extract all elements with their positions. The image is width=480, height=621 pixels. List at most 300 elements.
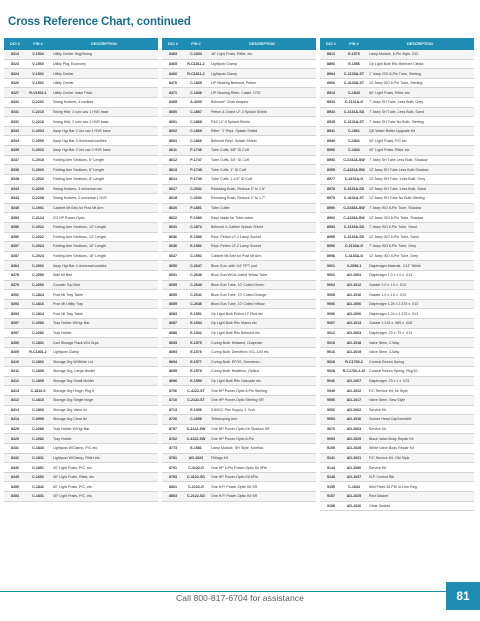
- footer-assistance-phone: Call 800-817-6704 for assistance: [176, 593, 304, 603]
- dci-number: 9155: [327, 484, 335, 489]
- part-description: 7' Asep ISO 6-Pin Tube, Sand: [369, 225, 417, 230]
- part-number: C-2080: [32, 427, 44, 432]
- table-header: [320, 38, 474, 50]
- part-description: Diaphragm 1.0 x 1.0 x .013: [369, 273, 413, 278]
- part-number: C-2002: [32, 263, 44, 268]
- table-row: [320, 492, 474, 502]
- dci-number: 8757: [169, 427, 177, 432]
- part-description: 60" Light Posts, Ritter etc.: [369, 90, 411, 95]
- dci-number: 8414: [11, 417, 19, 422]
- part-number: AD-1013: [346, 321, 362, 326]
- part-number: C-1808: [32, 369, 44, 374]
- part-description: One HP 6-Pin Power-Optic Kit 6Pin: [211, 465, 268, 470]
- dci-number: 8471: [169, 90, 177, 95]
- part-description: 12' Asep SH Tube No Bulb Sterling: [369, 196, 425, 201]
- part-description: Tray Holder: [53, 436, 72, 441]
- table-row: [162, 204, 316, 214]
- dci-number: 8813: [327, 52, 335, 57]
- table-row: [320, 329, 474, 339]
- part-number: E-1577: [190, 359, 202, 364]
- table-row: [162, 146, 316, 156]
- dci-number: 8450: [11, 340, 19, 345]
- dci-number: 8801: [169, 484, 177, 489]
- dci-number: 9148: [327, 475, 335, 480]
- dci-number: 8412: [11, 379, 19, 384]
- dci-number: 8933: [327, 100, 335, 105]
- dci-number: 9015: [327, 340, 335, 345]
- part-description: Telescoping Arm: [211, 417, 238, 422]
- table-row: [4, 69, 158, 79]
- part-number: C-2133A-G: [344, 244, 364, 249]
- part-number: C-2218: [32, 119, 44, 124]
- part-description: Repl. Pelton LF-1 Lamp Socket: [211, 234, 261, 239]
- table-row: [320, 165, 474, 175]
- part-number: C-4131A-SD: [343, 186, 365, 191]
- table-row: [4, 242, 158, 252]
- part-number: E-1550: [190, 379, 202, 384]
- dci-number: 8364: [11, 263, 19, 268]
- table-row: [4, 165, 158, 175]
- table-row: [162, 233, 316, 243]
- table-row: [320, 194, 474, 204]
- dci-number: 8357: [11, 244, 19, 249]
- part-number: E-1580: [190, 234, 202, 239]
- dci-number: 8432: [11, 455, 19, 460]
- part-number: AD-1019: [346, 350, 362, 355]
- part-number: C-2124: [32, 215, 44, 220]
- table-row: [320, 406, 474, 416]
- part-description: Lightpost W/Clamp, P/C etc.: [53, 446, 99, 451]
- part-description: 40" Light Posts, Ritter, etc.: [53, 475, 96, 480]
- part-description: Utility Pkg, Economy: [53, 61, 86, 66]
- header-pn: P/N #: [33, 42, 43, 46]
- part-number: AD-1062: [346, 407, 362, 412]
- dci-number: 8449: [11, 475, 19, 480]
- dci-number: 9004: [327, 282, 335, 287]
- dci-number: 8613: [169, 167, 177, 172]
- part-number: AD-1017: [346, 398, 362, 403]
- part-description: Diaphragm .75 x .75 x .013: [369, 330, 413, 335]
- part-number: C-2020: [32, 177, 44, 182]
- part-number: P-1746: [190, 148, 202, 153]
- part-number: C-2022: [32, 234, 44, 239]
- dci-number: 8651: [169, 273, 177, 278]
- part-description: Folding Arm Sections, 16" Length: [53, 244, 107, 249]
- part-description: Storage Drg Single hinge: [53, 398, 94, 403]
- part-number: C-2060: [32, 282, 44, 287]
- part-number: C-2131A-SW: [343, 158, 365, 162]
- table-row: [4, 319, 158, 329]
- table-row: [320, 434, 474, 444]
- part-number: C-2202: [32, 100, 44, 105]
- part-number: C-2122-SW: [186, 427, 206, 432]
- part-description: Op Light Bulb Pelton LF Plus etc: [211, 311, 263, 316]
- dci-number: 9052: [327, 407, 335, 412]
- part-number: AD-1006: [346, 311, 362, 316]
- table-row: [162, 338, 316, 348]
- part-description: Clear Gasket: [369, 503, 390, 508]
- dci-number: 8338: [11, 167, 19, 172]
- dci-number: 8953: [327, 158, 335, 162]
- table-header: [4, 38, 158, 50]
- table-row: [162, 386, 316, 396]
- part-number: C-2022: [32, 225, 44, 230]
- table-row: [4, 386, 158, 396]
- part-number: C-2032: [190, 196, 202, 201]
- part-number: P-1080: [190, 215, 202, 220]
- part-number: C-4133A-ST: [343, 81, 365, 86]
- part-number: R-C1760-2-10: [342, 369, 366, 374]
- part-description: L/P Bearing Belmont, Pelton: [211, 81, 257, 86]
- table-row: [320, 98, 474, 108]
- part-number: C-4122-ST: [187, 388, 205, 393]
- part-description: Post Mt Tray Table: [53, 292, 83, 297]
- dci-number: 8429: [11, 427, 19, 432]
- part-description: Conical Return Spring, Pkg/10: [369, 369, 418, 374]
- dci-number: 8453: [169, 52, 177, 57]
- part-description: Valve Stem, New Style: [369, 398, 406, 403]
- part-number: AD-1037: [346, 475, 362, 480]
- table-row: [320, 290, 474, 300]
- table-row: [320, 175, 474, 185]
- dci-number: 8356: [11, 225, 19, 230]
- table-row: [320, 454, 474, 464]
- dci-number: 8773: [169, 446, 177, 451]
- part-number: C-4133A-SW: [343, 215, 365, 220]
- dci-number: 8431: [11, 446, 19, 451]
- part-number: C-1851: [32, 465, 44, 470]
- part-number: C-2208: [32, 196, 44, 201]
- part-description: Storage Drg Clear lid: [53, 417, 87, 422]
- part-number: C-2020: [32, 167, 44, 172]
- dci-number: 8781: [169, 455, 177, 460]
- part-number: P-1748: [190, 167, 202, 172]
- table-row: [320, 348, 474, 358]
- table-row: [4, 204, 158, 214]
- part-number: C-1824: [32, 311, 44, 316]
- table-row: [4, 98, 158, 108]
- part-number: AD-1003: [346, 330, 362, 335]
- part-description: Diaphragm 1.24 x 2.375 x .013: [369, 302, 419, 307]
- part-description: Storage Drg Small divider: [53, 379, 94, 384]
- part-description: Cabinet Mt Brkt for Post Mt Arm: [211, 254, 262, 259]
- header-description: DESCRIPTION: [91, 42, 117, 46]
- part-number: C-1831: [32, 455, 44, 460]
- part-description: Swing Hldr, 2 univ cav 2 HVE base: [53, 119, 109, 124]
- dci-number: 8324: [11, 71, 19, 76]
- table-row: [4, 482, 158, 492]
- dci-number: 8998: [327, 254, 335, 259]
- part-number: C-1832: [348, 148, 360, 153]
- part-description: Lamp Module, 6-Pin Style, DCI: [369, 52, 419, 57]
- part-number: C-1801: [32, 340, 44, 345]
- part-description: Ritter "J" Repl. Splash Shield: [211, 129, 258, 134]
- table-row: [320, 242, 474, 252]
- table-row: [4, 136, 158, 146]
- part-description: Cart Storage Rack W/4 Drps: [53, 340, 99, 345]
- part-description: Service Kit: [369, 427, 387, 432]
- table-row: [320, 88, 474, 98]
- part-description: Repl. Pelton LF-2 Lamp Socket: [211, 244, 261, 249]
- table-row: [4, 213, 158, 223]
- table-row: [162, 271, 316, 281]
- dci-number: 8914: [327, 90, 335, 95]
- part-description: Tray Holder: [53, 330, 72, 335]
- table-row: [4, 348, 158, 358]
- table-row: [162, 213, 316, 223]
- part-description: Lightpost Clamp: [53, 350, 79, 355]
- part-number: AD-1012: [346, 282, 362, 287]
- part-description: Utility Center Valve Pack: [53, 90, 93, 95]
- dci-number: 8694: [169, 359, 177, 364]
- table-row: [320, 377, 474, 387]
- part-description: 12' Asep SH Tube, Less Bulb, Grey: [369, 177, 426, 182]
- table-row: [162, 165, 316, 175]
- dci-number: 8338: [11, 177, 19, 182]
- part-number: E-1578: [190, 369, 202, 374]
- part-number: E-1406: [190, 407, 202, 412]
- table-row: [320, 502, 474, 512]
- part-description: 7' Asep SH Tube Less Bulb, Shadow: [369, 158, 428, 162]
- part-number: C-2024: [32, 254, 44, 259]
- part-description: Blow Gun Tube, 10' Coiled Yellow: [211, 302, 265, 307]
- part-description: Blow Gun,W/16' coiled Yellow Tube: [211, 273, 268, 278]
- dci-number: 8713: [169, 407, 177, 412]
- part-number: C-1836: [190, 90, 202, 95]
- table-row: [4, 60, 158, 70]
- part-number: R-V1502-1: [29, 90, 47, 95]
- part-description: Folding Arm Sections, 12" Length: [53, 225, 107, 230]
- table-row: [162, 463, 316, 473]
- table-row: [4, 406, 158, 416]
- part-number: C-1831: [348, 138, 360, 143]
- part-description: F/C Service Kit, Old Style: [369, 455, 410, 460]
- dci-number: 8397: [11, 330, 19, 335]
- dci-number: 8357: [11, 254, 19, 259]
- part-description: L/P Bearing Ritter, Castle, DTE: [211, 90, 261, 95]
- table-row: [4, 108, 158, 118]
- part-description: Conical Return Spring: [369, 359, 405, 364]
- table-row: [162, 473, 316, 483]
- part-description: 40" Light Posts, Ritter etc: [369, 148, 410, 153]
- table-row: [4, 492, 158, 502]
- part-description: Valve Stem, 3-Way: [369, 350, 400, 355]
- table-row: [162, 492, 316, 502]
- part-number: C-1830: [32, 446, 44, 451]
- table-row: [162, 425, 316, 435]
- part-number: C-2018: [32, 158, 44, 162]
- part-description: 60" Light Posts, P/C, etc.: [53, 484, 93, 489]
- part-number: C-4131A-SW: [343, 167, 365, 172]
- table-row: [4, 156, 158, 166]
- part-number: AD-1023: [188, 455, 204, 460]
- part-number: E-1575: [190, 340, 202, 345]
- part-description: 2/3 HP Power-Optic: [53, 215, 85, 220]
- table-row: [162, 377, 316, 387]
- dci-number: 9016: [327, 350, 335, 355]
- table-row: [162, 290, 316, 300]
- part-number: C-2647: [190, 263, 202, 268]
- part-number: V-1502: [32, 81, 44, 86]
- part-number: C-2082: [32, 330, 44, 335]
- header-description: DESCRIPTION: [249, 42, 275, 46]
- part-number: C-4122-SD: [187, 475, 205, 480]
- table-row: [4, 146, 158, 156]
- table-row: [4, 434, 158, 444]
- dci-number: 9001: [327, 263, 335, 268]
- table-row: [320, 444, 474, 454]
- dci-number: 9141: [327, 455, 335, 460]
- dci-number: 9007: [327, 321, 335, 326]
- part-number: C-4131A-ST: [343, 196, 365, 201]
- part-description: Diaphragm Material, .013" Nitrile: [369, 263, 421, 268]
- dci-number: 8650: [169, 263, 177, 268]
- part-number: C-2133A-SD: [343, 225, 365, 230]
- table-row: [320, 338, 474, 348]
- table-row: [162, 415, 316, 425]
- dci-number: 8934: [327, 109, 335, 114]
- table-row: [162, 482, 316, 492]
- dci-number: 9157: [327, 494, 335, 499]
- table-row: [4, 377, 158, 387]
- part-number: AD-1006: [346, 302, 362, 307]
- dci-number: 9028: [327, 369, 335, 374]
- part-description: 7' Asep SH Tube No Bulb, Sterling: [369, 119, 424, 124]
- dci-number: 8356: [11, 234, 19, 239]
- part-description: Storage Drg, Large divider: [53, 369, 96, 374]
- part-description: Lamp Module, SH Style, Kinetics: [211, 446, 264, 451]
- part-description: Cabinet Mt Brkt for Post Mt Arm: [53, 206, 104, 211]
- part-description: 12' Asep ISO 6-Pin Tube, Shadow: [369, 215, 424, 220]
- header-pn: P/N #: [191, 42, 201, 46]
- part-description: Blow Gun Tube, 10' Coiled Green: [211, 282, 265, 287]
- dci-number: 8337: [11, 158, 19, 162]
- part-description: Op Light Bulb Ritc Belmont Clesta: [369, 61, 424, 66]
- dci-number: 8803: [169, 494, 177, 499]
- part-description: Counter Top Brkt: [53, 282, 80, 287]
- dci-number: 8331: [11, 100, 19, 105]
- table-row: [162, 319, 316, 329]
- table-row: [4, 290, 158, 300]
- part-number: C-1824: [32, 292, 44, 297]
- part-number: AD-1004: [346, 273, 362, 278]
- part-number: C-1809: [32, 379, 44, 384]
- part-number: R-C1811-2: [187, 71, 205, 76]
- dci-number: 9005: [327, 292, 335, 297]
- part-description: Service Kit: [369, 465, 387, 470]
- dci-number: 9053: [327, 417, 335, 422]
- table-row: [162, 358, 316, 368]
- table-row: [320, 252, 474, 262]
- part-number: C-1803: [32, 407, 44, 412]
- part-number: C-2200: [32, 186, 44, 191]
- part-description: Folding Arm Sections, 16" Length: [53, 254, 107, 259]
- part-description: Swing Holders, 4 cavities: [53, 100, 94, 105]
- dci-number: 8726: [169, 417, 177, 422]
- dci-number: 8326: [11, 81, 19, 86]
- dci-number: 8413: [11, 388, 19, 393]
- dci-number: 8440: [11, 465, 19, 470]
- part-number: C-2050: [32, 273, 44, 278]
- part-description: Folding Arm Sections, 8" Length: [53, 177, 105, 182]
- dci-number: 8979: [327, 196, 335, 201]
- table-row: [320, 473, 474, 483]
- table-row: [4, 50, 158, 60]
- part-description: Gasket 1.0 x 1.0 x .013: [369, 282, 406, 287]
- part-description: Asep Hgr Bar 3 Universal cavities: [53, 138, 107, 143]
- dci-number: 8495: [169, 100, 177, 105]
- table-header: [162, 38, 316, 50]
- part-number: C-1866: [190, 138, 202, 143]
- dci-number: 8687: [169, 321, 177, 326]
- table-row: [4, 261, 158, 271]
- table-row: [320, 117, 474, 127]
- part-description: Swing Holders, 3 universal cav: [53, 186, 103, 191]
- part-number: AD-1025: [346, 494, 362, 499]
- part-description: Red Gasket: [369, 494, 388, 499]
- part-number: C-1906: [190, 417, 202, 422]
- part-number: C-1825: [190, 81, 202, 86]
- table-row: [162, 281, 316, 291]
- table-row: [4, 185, 158, 195]
- part-description: 40" Light Posts, P/C etc: [369, 138, 407, 143]
- header-dci: DCI #: [10, 42, 20, 46]
- dci-number: 8379: [11, 282, 19, 287]
- part-number: C-2010: [32, 148, 44, 153]
- part-number: E-1532: [190, 330, 202, 335]
- dci-number: 8791: [169, 465, 177, 470]
- part-number: C-4122-G: [188, 465, 204, 470]
- part-number: C-1842: [32, 484, 44, 489]
- part-number: C-2031: [190, 186, 202, 191]
- table-row: [320, 415, 474, 425]
- dci-number: 8950: [327, 148, 335, 153]
- part-description: 12' Asep ISO 6-Pin Tube, Sand: [369, 234, 419, 239]
- table-row: [162, 108, 316, 118]
- dci-number: 8393: [11, 311, 19, 316]
- part-description: 7' Asep SH Tube, Less Bulb, Grey: [369, 100, 424, 105]
- table-row: [4, 367, 158, 377]
- table-row: [320, 156, 474, 166]
- part-description: Diaphragm 1.24 x 2.375 x .013: [369, 311, 419, 316]
- part-description: Socket Head CapScrewKit: [369, 417, 412, 422]
- part-description: Asep Hgr Bar 2 Uni cav 2 HVE base: [53, 148, 111, 153]
- part-description: Fittings Kit: [211, 455, 228, 460]
- part-number: C-1810: [32, 398, 44, 403]
- dci-number: 8990: [327, 206, 335, 211]
- table-row: [320, 108, 474, 118]
- dci-number: 8453: [11, 494, 19, 499]
- part-number: C-2641: [190, 292, 202, 297]
- table-row: [162, 367, 316, 377]
- part-number: C-2122-ST: [187, 398, 205, 403]
- table-row: [162, 175, 316, 185]
- table-column: [320, 38, 474, 511]
- dci-number: 8688: [169, 330, 177, 335]
- part-number: A-4200: [190, 100, 202, 105]
- part-description: Gasket 1.0 x 1.0 x .013: [369, 292, 406, 297]
- part-number: C-1802: [32, 359, 44, 364]
- dci-number: 8612: [169, 158, 177, 162]
- header-dci: DCI #: [168, 42, 178, 46]
- table-row: [162, 348, 316, 358]
- dci-number: 8655: [169, 282, 177, 287]
- table-row: [4, 329, 158, 339]
- table-row: [162, 434, 316, 444]
- part-description: 12' Asep SH Tube, Less Bulb, Sand: [369, 186, 426, 191]
- part-description: 48" Light Posts, Ritter, etc.: [211, 52, 254, 57]
- table-row: [320, 271, 474, 281]
